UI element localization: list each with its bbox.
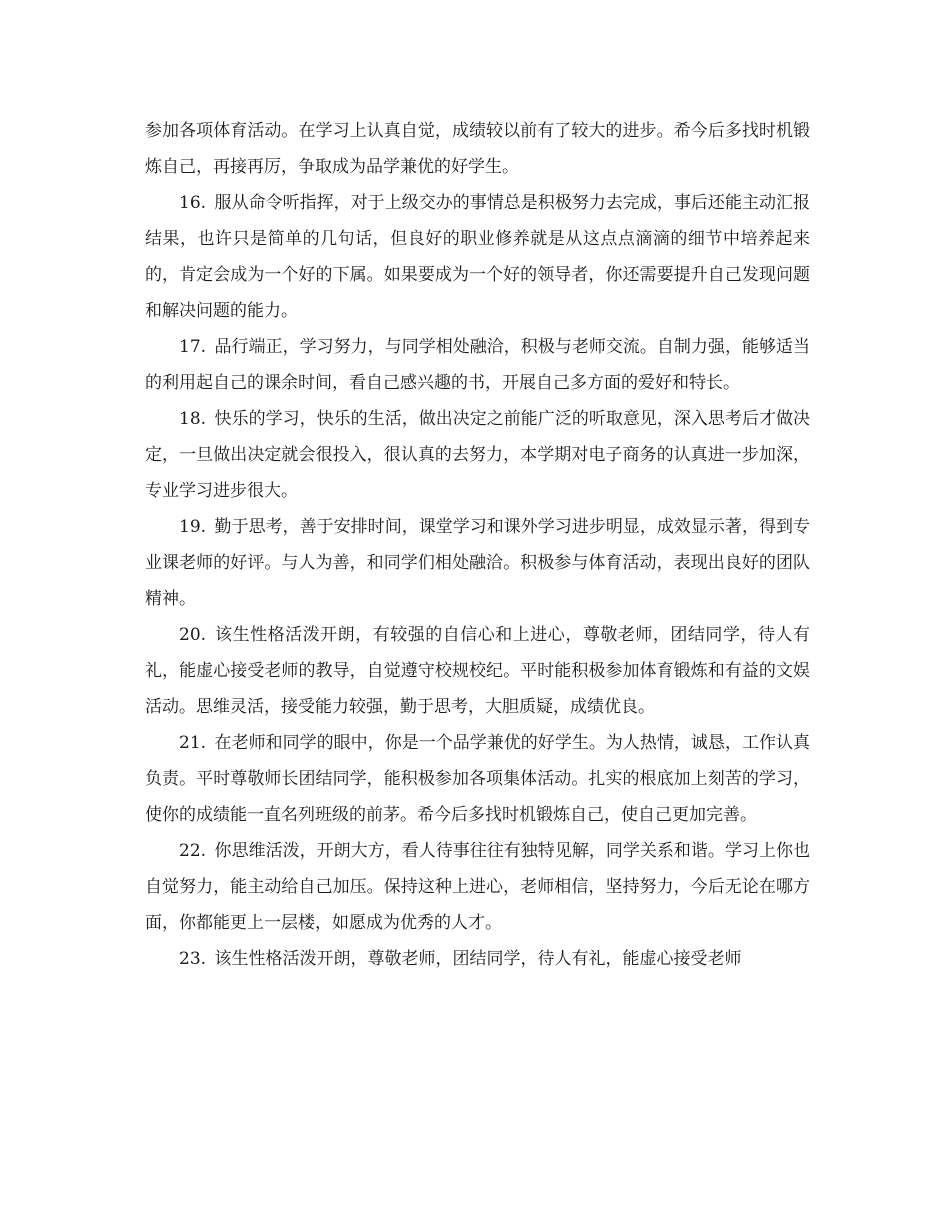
paragraph-20 — [145, 617, 810, 725]
paragraph-text: 在老师和同学的眼中，你是一个品学兼优的好学生。为人热情，诚恳，工作认真负责。平时尊敬师长团结同学，能积极参加各项集体活动。扎实的根底加上刻苦的学习，使你的成绩能一直名列班级的前茅。希今后多找时机锻炼自己，使自己更加完善。 — [145, 733, 810, 825]
paragraph-22 — [145, 833, 810, 941]
document-body — [145, 113, 810, 977]
paragraph-text: 快乐的学习，快乐的生活，做出决定之前能广泛的听取意见，深入思考后才做决定，一旦做出决定就会很投入，很认真的去努力，本学期对电子商务的认真进一步加深，专业学习进步很大。 — [145, 409, 810, 501]
paragraph-text: 勤于思考，善于安排时间，课堂学习和课外学习进步明显，成效显示著，得到专业课老师的好评。与人为善，和同学们相处融洽。积极参与体育活动，表现出良好的团队精神。 — [145, 517, 810, 609]
paragraph-17 — [145, 329, 810, 401]
paragraph-number: 16. — [179, 193, 207, 213]
paragraph-text: 品行端正，学习努力，与同学相处融洽，积极与老师交流。自制力强，能够适当的利用起自己的课余时间，看自己感兴趣的书，开展自己多方面的爱好和特长。 — [145, 337, 810, 393]
paragraph-18 — [145, 401, 810, 509]
paragraph-number: 19. — [179, 517, 207, 537]
paragraph-number: 20. — [179, 625, 207, 645]
paragraph-text: 参加各项体育活动。在学习上认真自觉，成绩较以前有了较大的进步。希今后多找时机锻炼自己，再接再厉，争取成为品学兼优的好学生。 — [145, 121, 810, 177]
paragraph-number: 22. — [179, 841, 207, 861]
paragraph-21 — [145, 725, 810, 833]
paragraph-19 — [145, 509, 810, 617]
paragraph-text: 你思维活泼，开朗大方，看人待事往往有独特见解，同学关系和谐。学习上你也自觉努力，能主动给自己加压。保持这种上进心，老师相信，坚持努力，今后无论在哪方面，你都能更上一层楼，如愿成为优秀的人才。 — [145, 841, 810, 933]
paragraph-23 — [145, 941, 810, 977]
paragraph-16 — [145, 185, 810, 329]
paragraph-text: 服从命令听指挥，对于上级交办的事情总是积极努力去完成，事后还能主动汇报结果，也许只是简单的几句话，但良好的职业修养就是从这点点滴滴的细节中培养起来的，肯定会成为一个好的下属。如果要成为一个好的领导者，你还需要提升自己发现问题和解决问题的能力。 — [145, 193, 810, 321]
paragraph-number: 17. — [179, 337, 207, 357]
paragraph-text: 该生性格活泼开朗，有较强的自信心和上进心，尊敬老师，团结同学，待人有礼，能虚心接受老师的教导，自觉遵守校规校纪。平时能积极参加体育锻炼和有益的文娱活动。思维灵活，接受能力较强，勤于思考，大胆质疑，成绩优良。 — [145, 625, 810, 717]
paragraph-number: 18. — [179, 409, 207, 429]
paragraph-continued — [145, 113, 810, 185]
paragraph-number: 23. — [179, 949, 207, 969]
paragraph-text: 该生性格活泼开朗，尊敬老师，团结同学，待人有礼，能虚心接受老师 — [214, 949, 742, 969]
paragraph-number: 21. — [179, 733, 207, 753]
